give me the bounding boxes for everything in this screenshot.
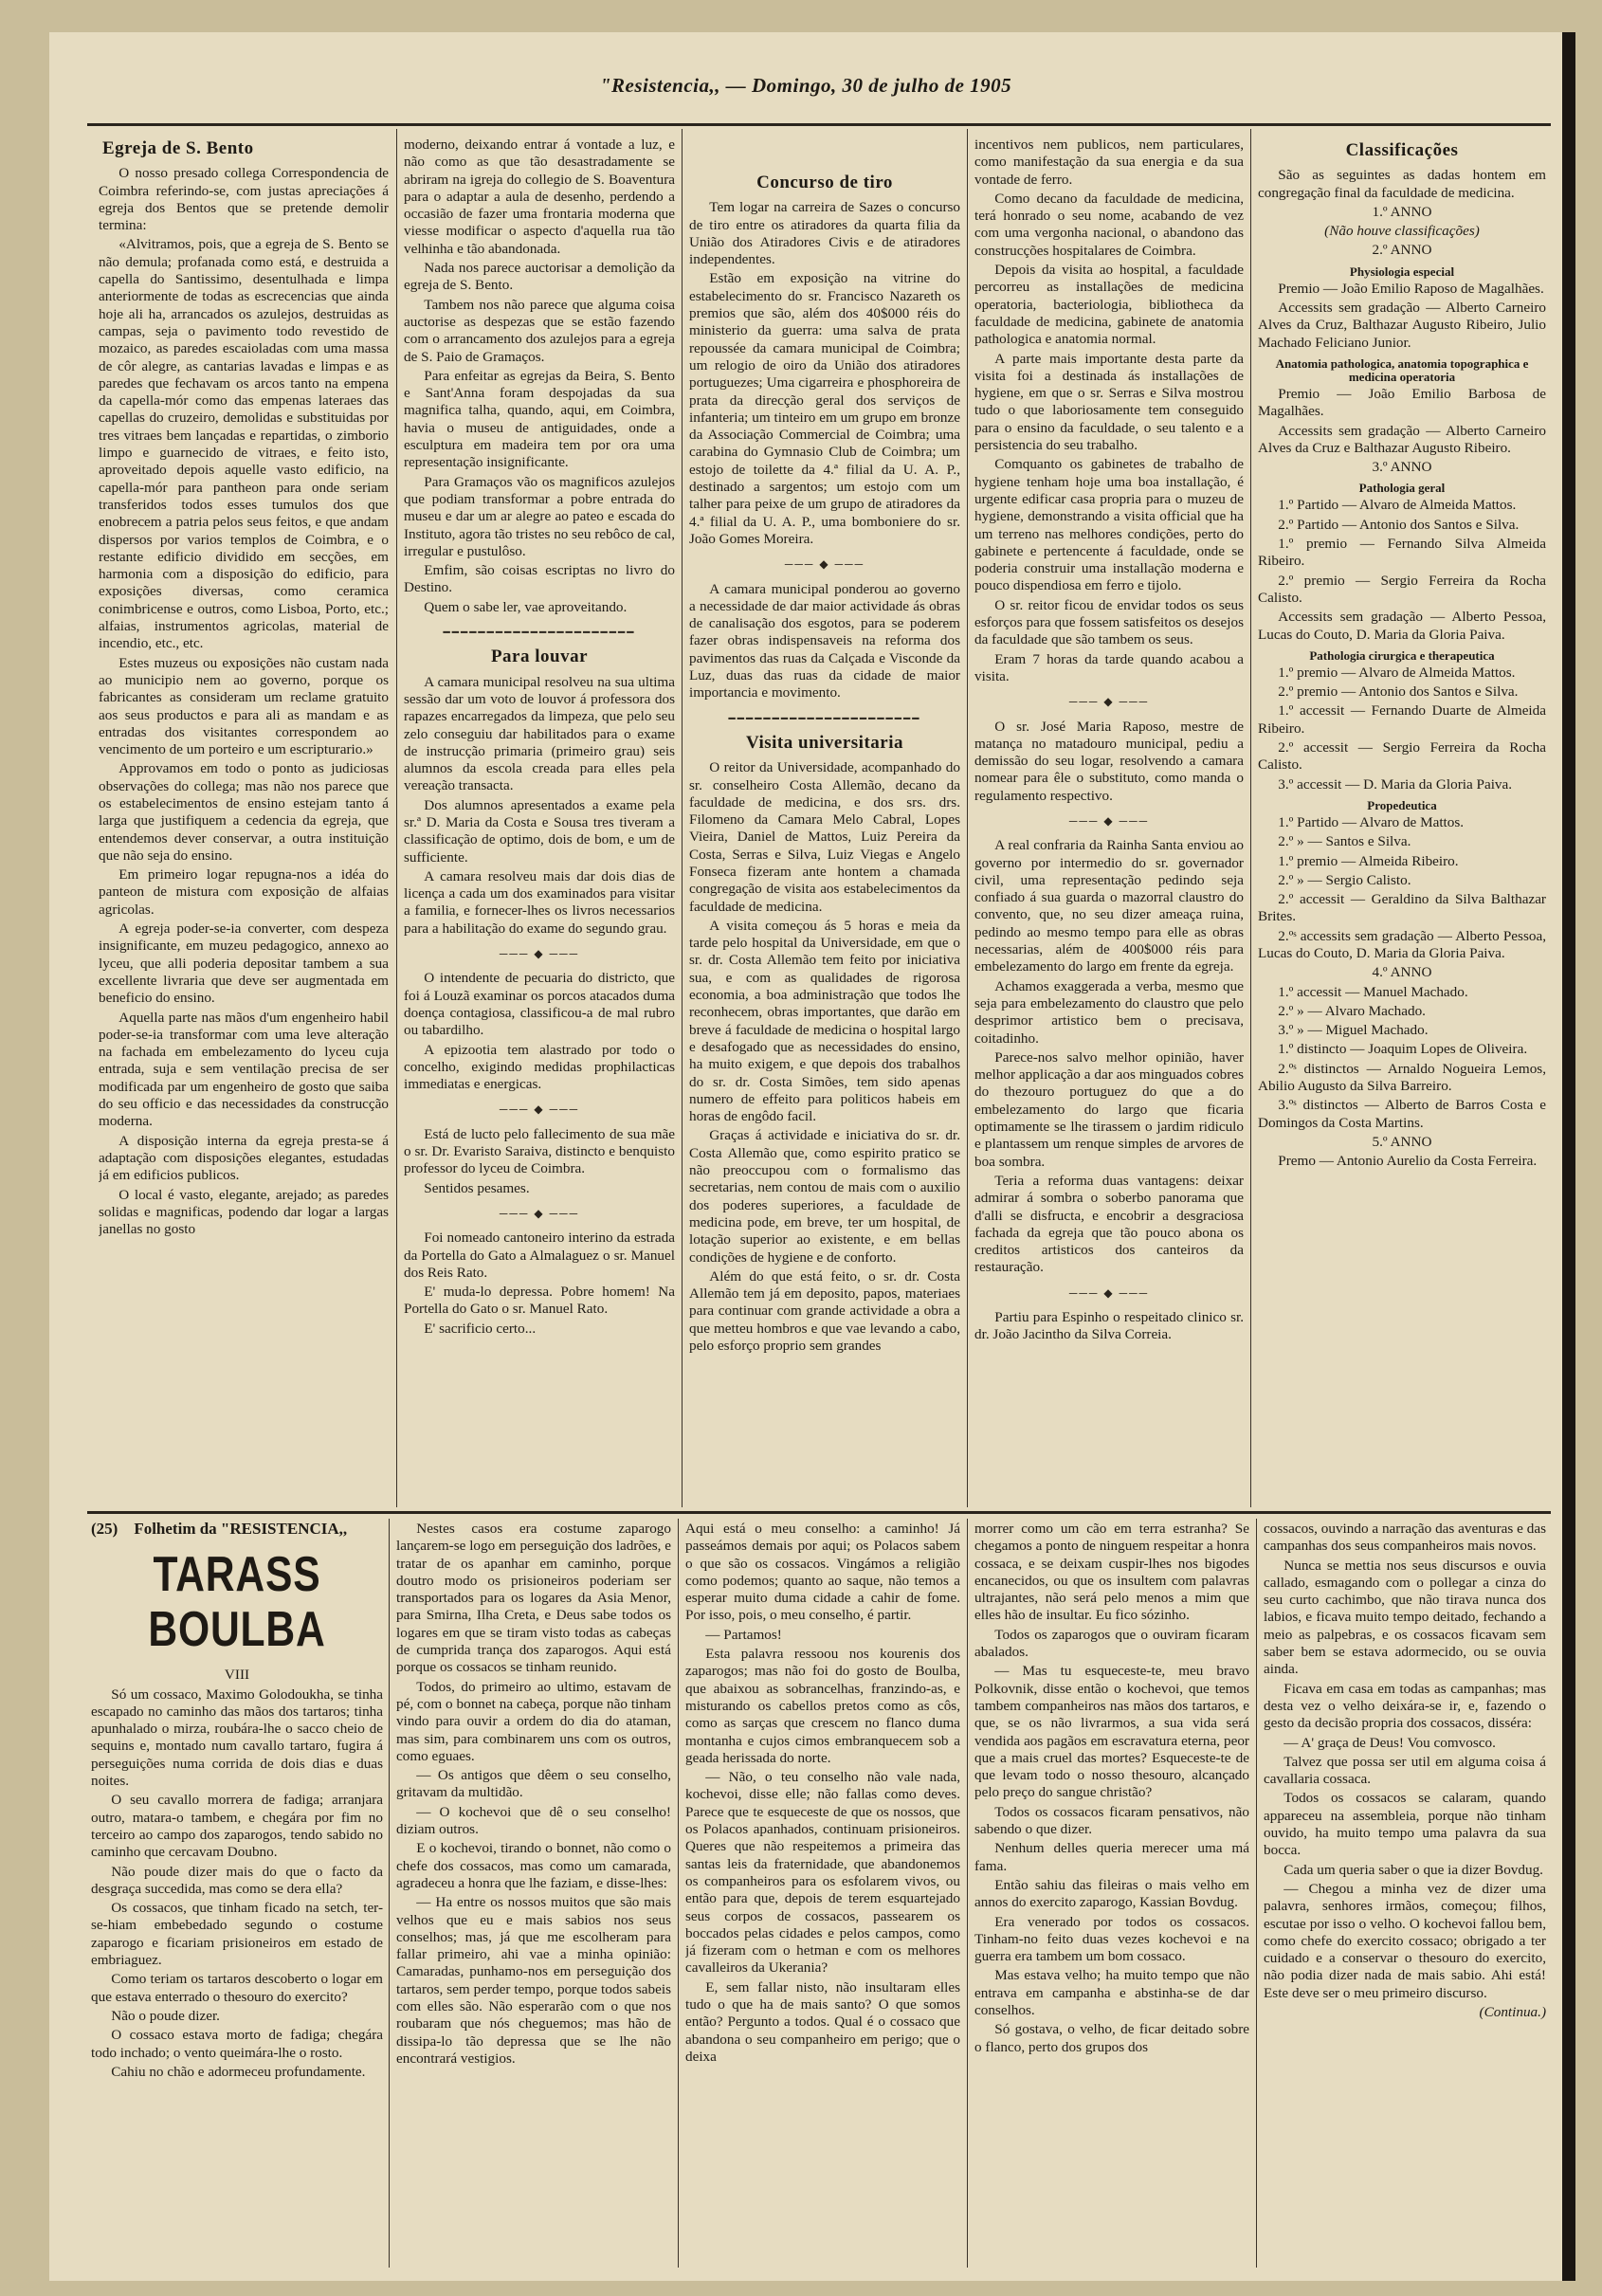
paragraph: Todos os cossacos se calaram, quando appareceu na assembleia, porque não tinham ouvido, ha muito tempo uma palavra da sua bocca. <box>1264 1790 1546 1859</box>
paragraph: Como decano da faculdade de medicina, terá honrado o seu nome, acabando de vez com uma vergonha nacional, o abandono das construcções hospitalares de Coimbra. <box>974 190 1244 259</box>
paragraph: Todos os cossacos ficaram pensativos, não sabendo o que dizer. <box>974 1803 1249 1838</box>
column-divider <box>1250 129 1251 1507</box>
paragraph: Além do que está feito, o sr. dr. Costa Allemão tem já em deposito, papos, materiaes para continuar com grande actividade a obra a que metteu hombros e que vae levando a cabo, pelo esforço proprio sem grandes <box>689 1267 960 1354</box>
paragraph: Cada um queria saber o que ia dizer Bovdug. <box>1283 1861 1543 1878</box>
paragraph: Esta palavra ressoou nos kourenis dos zaparogos; mas não foi do gosto de Boulba, que abaixou as sobrancelhas, franzindo-as, e misturando os cabellos pretos como as côs, como as sarças que crescem no flanco duma montanha e cujos cimos embranquecem sob a geada herissada do norte. <box>685 1646 960 1766</box>
divider-ornament: ─── ◆ ─── <box>499 947 580 961</box>
result-line: 1.º premio — Almeida Ribeiro. <box>1278 852 1459 869</box>
result-line: 2.º premio — Antonio dos Santos e Silva. <box>1278 683 1519 701</box>
paragraph: Era venerado por todos os cossacos. Tinham-no feito duas vezes kochevoi e na guerra era tambem um bom cossaco. <box>974 1913 1249 1965</box>
paragraph: Cahiu no chão e adormeceu profundamente. <box>111 2063 366 2080</box>
divider-ornament: ─── ◆ ─── <box>784 557 865 572</box>
paragraph: E, sem fallar nisto, não insultaram elles tudo o que ha de mais santo? O que somos então? Pergunto a todos. Qual é o cossaco que abandona o seu companheiro em perigo; que o deixa <box>685 1978 960 2065</box>
year-heading: 4.º ANNO <box>1372 964 1432 981</box>
newspaper-page <box>49 32 1575 2281</box>
result-line: 2.ºˢ accessits sem gradação — Alberto Pessoa, Lucas do Couto, D. Maria da Gloria Paiva. <box>1258 927 1546 961</box>
folhetim-rule <box>87 1511 1551 1514</box>
paragraph: Parece-nos salvo melhor opinião, haver melhor applicação a dar aos minguados cobres do thezouro portuguez do que a do embelezamento do largo que ficaria optimamente se lhe tirassem o jardim ridiculo e plantassem um renque simples de arvores de boa sombra. <box>974 1048 1244 1170</box>
column-divider <box>967 129 968 1507</box>
paragraph: — O kochevoi que dê o seu conselho! diziam outros. <box>396 1803 671 1838</box>
paragraph: Foi nomeado cantoneiro interino da estrada da Portella do Gato a Almalaguez o sr. Manuel dos Reis Rato. <box>404 1230 675 1281</box>
paragraph: A disposição interna da egreja presta-se á adaptação com disposições elegantes, estudadas já em edificios publicos. <box>99 1132 389 1184</box>
result-line: 2.ºˢ distinctos — Arnaldo Nogueira Lemos, Abilio Augusto da Silva Barreiro. <box>1258 1060 1546 1095</box>
paragraph: Partiu para Espinho o respeitado clinico sr. dr. João Jacintho da Silva Correia. <box>974 1309 1244 1343</box>
result-line: 2.º accessit — Geraldino da Silva Balthazar Brites. <box>1258 891 1546 925</box>
column-5 <box>1258 137 1546 1502</box>
paragraph: Aquella parte nas mãos d'um engenheiro habil poder-se-ia transformar com uma leve alteração na fachada em embelezamento do lyceu cuja entrada, suja e sem ventilação precisa de ser modificada par um engenheiro de gosto que saiba do seu officio e das necessidades da construcção moderna. <box>99 1009 389 1130</box>
result-line: 3.º » — Miguel Machado. <box>1278 1022 1429 1039</box>
result-line: Accessits sem gradação — Alberto Carneiro Alves da Cruz e Balthazar Augusto Ribeiro. <box>1258 422 1546 456</box>
column-divider <box>682 129 683 1507</box>
paragraph: Emfim, são coisas escriptas no livro do Destino. <box>404 562 675 596</box>
paragraph: Sentidos pesames. <box>424 1179 530 1196</box>
paragraph: E' muda-lo depressa. Pobre homem! Na Portella do Gato o sr. Manuel Rato. <box>404 1284 675 1318</box>
paragraph: Então sahiu das fileiras o mais velho em annos do exercito zaparogo, Kassian Bovdug. <box>974 1876 1249 1911</box>
subject-heading: Propedeutica <box>1367 797 1437 812</box>
paragraph: Nestes casos era costume zaparogo lançarem-se logo em perseguição dos ladrões, e tratar de os apanhar em caminho, porque doutro modo os prisioneiros poderiam ser transportados para os logares da Asia Menor, para Smirna, Ilha Creta, e Deus sabe todos os logares em que se tiram visto todas as cabeças de cumprida trança dos zaparogos. Aqui está porque os cossacos se tinham reunido. <box>396 1521 671 1676</box>
paragraph: Os cossacos, que tinham ficado na setch, ter-se-hiam embebedado segundo o costume zaparogo e ficariam prisioneiros em estado de embriaguez. <box>91 1900 383 1969</box>
paragraph: Todos, do primeiro ao ultimo, estavam de pé, com o bonnet na cabeça, porque não tinham vindo para ouvir a ordem do dia do ataman, mas sim, para combinarem uns com os outros, como eguaes. <box>396 1678 671 1764</box>
result-line: 2.º accessit — Sergio Ferreira da Rocha Calisto. <box>1258 739 1546 774</box>
result-line: Premio — João Emilio Raposo de Magalhães. <box>1278 280 1544 297</box>
result-line: 1.º accessit — Fernando Duarte de Almeida Ribeiro. <box>1258 702 1546 737</box>
folhetim-column-5 <box>1264 1521 1546 2269</box>
chapter-number: VIII <box>224 1667 250 1684</box>
paragraph: «Alvitramos, pois, que a egreja de S. Bento se não demula; profanada como está, e destruida a capella do Santissimo, desentulhada e limpa anteriormente de todas as escrecencias que ainda hoje ali ha, arrancados os azulejos, destruidas as campas, seja o pavimento todo revestido de mozaico, as paredes escaioladas com uma massa de côr alegre, as cantarias lavadas e limpas e as paredes que fechavam os arcos tanto na empena da capella-mór como das empenas lateraes das capellas do cruzeiro, demolidas e substituidas por tres vitraes bem lançadas e repartidas, o zimborio limpo e guarnecido de vitraes, e feito isto, aproveitado depois aquelle vasto edificio, na capella-mór para pantheon para onde seriam transferidos todos esses tumulos dos que enobrecem a patria pelos seus feitos, e que andam dispersos por varios templos de Coimbra, e o restante edificio dividido em secções, em harmonia com a disposição do edificio, para exposições diversas, como ceramica conimbricense e outros, como Lisboa, Porto, etc.; alfaias, instrumentos agricolas, material de incendio, etc., etc. <box>99 236 389 652</box>
folhetim-column-1 <box>91 1521 383 2269</box>
result-line: 1.º Partido — Alvaro de Almeida Mattos. <box>1278 497 1517 514</box>
paragraph: Como teriam os tartaros descoberto o logar em que estava enterrado o thesouro do exercito? <box>91 1971 383 2005</box>
paragraph: O seu cavallo morrera de fadiga; arranjara outro, matara-o tambem, e chegára por fim no terceiro ao campo dos zaparogos, tendo sabido no caminho que cercavam Doubno. <box>91 1792 383 1861</box>
result-line: 1.º Partido — Alvaro de Mattos. <box>1278 813 1465 830</box>
divider-ornament: ─── ◆ ─── <box>1068 1285 1150 1300</box>
paragraph: Aqui está o meu conselho: a caminho! Já passeámos demais por aqui; os Polacos sabem o que são os cossacos. Vingámos a religião como podemos; quanto ao saque, não temos a esperar muito duma cidade a cahir de fome. Por isso, pois, o meu conselho, é partir. <box>685 1521 960 1624</box>
paragraph: Está de lucto pelo fallecimento de sua mãe o sr. Dr. Evaristo Saraiva, distincto e benquisto professor do lyceu de Coimbra. <box>404 1125 675 1177</box>
subject-heading: Pathologia geral <box>1358 481 1446 496</box>
result-line: Accessits sem gradação — Alberto Carneiro Alves da Cruz, Balthazar Augusto Ribeiro, Julio Machado Feliciano Junior. <box>1258 300 1546 351</box>
paragraph: incentivos nem publicos, nem particulares, como manifestação da sua energia e da sua vontade de ferro. <box>974 137 1244 188</box>
column-1 <box>99 137 389 1502</box>
folhetim-header <box>91 1521 383 1538</box>
paragraph: Achamos exaggerada a verba, mesmo que seja para embelezamento do claustro que pelo desprimor artistico bem o precisava, coitadinho. <box>974 977 1244 1047</box>
paragraph: A epizootia tem alastrado por todo o concelho, exigindo medidas prophilacticas immediatas e energicas. <box>404 1041 675 1093</box>
folhetim-column-2 <box>396 1521 671 2269</box>
year-heading: 2.º ANNO <box>1372 242 1432 259</box>
paragraph: — Ha entre os nossos muitos que são mais velhos que eu e mais sabios nos seus conselhos; mas, já que me escolheram para fallar primeiro, ahi vae a minha opinião: Camaradas, punhamo-nos em perseguição dos tartaros, sem perder tempo, porque todos sabeis com elles são. Não esperarão com o que nos roubaram que nós cheguemos; mas hão de dissipa-lo tão depressa que se lhe não encontrará vestigios. <box>396 1894 671 2067</box>
result-line: 2.º Partido — Antonio dos Santos e Silva. <box>1278 516 1520 533</box>
paragraph: Mas estava velho; ha muito tempo que não entrava em campanha e abstinha-se de dar conselhos. <box>974 1967 1249 2019</box>
divider-ornament: ─── ◆ ─── <box>499 1102 580 1117</box>
year-heading: 3.º ANNO <box>1372 459 1432 476</box>
article-title: Visita universitaria <box>745 732 904 753</box>
paragraph: E o kochevoi, tirando o bonnet, não como o chefe dos cossacos, mas como um camarada, agradeceu a honra que lhe faziam, e disse-lhes: <box>396 1840 671 1891</box>
article-title: Classificações <box>1345 140 1459 160</box>
paragraph: — Não, o teu conselho não vale nada, kochevoi, disse elle; não fallas como deves. Parece que te esqueceste de que os nossos, que os Polacos apanhados, continuam prisioneiros. Queres que não respeitemos a primeira das santas leis da fraternidade, que abandonemos os companheiros para os esfolarem vivos, ou então para que, depois de terem esquartejado seus corpos de cossacos, passearem os boccados pelas cidades e pelos campos, como já fizeram com o hetman e com os melhores cavalleiros da Ukerania? <box>685 1769 960 1977</box>
paragraph: — A' graça de Deus! Vou comvosco. <box>1283 1734 1496 1751</box>
paragraph: Tambem nos não parece que alguma coisa auctorise as despezas que se estão fazendo com o arrancamento dos azulejos para a egreja de S. Paio de Gramaços. <box>404 296 675 365</box>
paragraph: morrer como um cão em terra estranha? Se chegamos a ponto de ninguem respeitar a honra cossaca, e se deixam cuspir-lhes nos bigodes encanecidos, ou que os insultem com palavras ultrajantes, não será pelo menos a mim que elles hão de insultar. Eu fico sózinho. <box>974 1521 1249 1624</box>
paragraph: Depois da visita ao hospital, a faculdade percorreu as installações de medicina operatoria, bacteriologia, bibliotheca da faculdade de medicina, gabinete de anatomia pathologica e anatomia normal. <box>974 262 1244 348</box>
paragraph: O sr. José Maria Raposo, mestre de matança no matadouro municipal, pediu a demissão do seu logar, resolvendo a camara nomear para êle o substituto, como manda o regulamento respectivo. <box>974 718 1244 804</box>
folhetim-number: (25) <box>91 1521 118 1538</box>
article-title: Egreja de S. Bento <box>102 138 254 158</box>
paragraph: Teria a reforma duas vantagens: deixar admirar á sombra o soberbo panorama que d'alli se disfructa, e encobrir a desgraciosa fachada da egreja que tão pouco abona os creditos artisticos dos canteiros da restauração. <box>974 1172 1244 1276</box>
column-4 <box>974 137 1244 1502</box>
paragraph: A visita começou ás 5 horas e meia da tarde pelo hospital da Universidade, em que o sr. dr. Costa Allemão tem feito por iniciativa sua, e com as qualidades de rigorosa economia, a boa administração que todos lhe reconhecem, obras importantes, que darão em breve á faculdade de medicina o hospital largo e desafogado que as necessidades do ensino, ha muito exigem, e que depois dos trabalhos do sr. dr. Costa Simões, tem sido apenas numero de effeito para politicos habeis em horas de engôdo facil. <box>689 917 960 1125</box>
result-line: 2.º » — Alvaro Machado. <box>1278 1002 1426 1019</box>
paragraph: Em primeiro logar repugna-nos a idéa do panteon de mistura com exposição de alfaias agricolas. <box>99 866 389 918</box>
column-divider <box>967 1519 968 2268</box>
divider-ornament: ─── ◆ ─── <box>1068 695 1150 709</box>
column-divider <box>1256 1519 1257 2268</box>
result-line: 1.º premio — Fernando Silva Almeida Ribeiro. <box>1258 536 1546 570</box>
result-line: 2.º » — Sergio Calisto. <box>1278 871 1411 888</box>
subject-heading: Physiologia especial <box>1349 264 1455 279</box>
paragraph: São as seguintes as dadas hontem em congregação final da faculdade de medicina. <box>1258 167 1546 201</box>
article-title: Concurso de tiro <box>756 173 893 192</box>
paragraph: Approvamos em todo o ponto as judiciosas observações do collega; mas não nos parece que os estabelecimentos de ensino estejam tanto á larga que justifiquem a cedencia da egreja, que entendemos dever conservar, a outra instituição que não seja do ensino. <box>99 760 389 864</box>
paragraph: Ficava em casa em todas as campanhas; mas desta vez o velho deixára-se ir, e, fazendo o gesto da decisão propria dos cossacos, disséra: <box>1264 1680 1546 1732</box>
paragraph: Nunca se mettia nos seus discursos e ouvia callado, esmagando com o pollegar a cinza do seu curto cachimbo, que não tirava nunca dos labios, e ficava muito tempo deitado, fechando a meio as palpebras, e os cossacos ficavam sem saber bem se estava adormecido, ou se ouvia ainda. <box>1264 1557 1546 1678</box>
folhetim-column-3 <box>685 1521 960 2269</box>
paragraph: cossacos, ouvindo a narração das aventuras e das campanhas dos seus companheiros mais novos. <box>1264 1521 1546 1555</box>
paragraph: O sr. reitor ficou de envidar todos os seus esforços para que fossem satisfeitos os desejos da faculdade que são tambem os seus. <box>974 596 1244 648</box>
column-divider <box>389 1519 390 2268</box>
paragraph: — Chegou a minha vez de dizer uma palavra, senhores irmãos, começou; filhos, escutae por isso o velho. O kochevoi fallou bem, como chefe do exercito cossaco; obrigado a ter cuidado e a conservar o thesouro do exercito, não podia dizer nada de mais sabio. Ahi está! Este deve ser o meu primeiro discurso. <box>1264 1880 1546 2001</box>
paragraph: Para enfeitar as egrejas da Beira, S. Bento e Sant'Anna foram despojadas da sua magnifica talha, quando, aqui, em Coimbra, havia o museu de antiguidades, onde a esculptura em madeira tem por ora uma representação insignificante. <box>404 367 675 471</box>
paragraph: Eram 7 horas da tarde quando acabou a visita. <box>974 650 1244 684</box>
paragraph: O nosso presado collega Correspondencia de Coimbra referindo-se, com justas apreciações á egreja dos Bentos que se pretende demolir termina: <box>99 165 389 234</box>
paragraph: Estes muzeus ou exposições não custam nada ao municipio nem ao governo, porque os fabricantes as consideram um reclame gratuito aos seus productos e para ali as mandam e as entradas dos visitantes correspondem ao vencimento de um porteiro e um escripturario.» <box>99 654 389 758</box>
result-line: 3.º accessit — D. Maria da Gloria Paiva. <box>1278 775 1513 793</box>
result-line: Premio — João Emilio Barbosa de Magalhães. <box>1258 385 1546 420</box>
paragraph: A camara municipal ponderou ao governo a necessidade de dar maior actividade ás obras de canalisação dos esgotos, para se poderem fazer obras indispensaveis na reforma dos pavimentos das ruas da Calçada e Visconde da Luz, duas das ruas da cidade de maior importancia e movimento. <box>689 580 960 702</box>
paragraph: Graças á actividade e iniciativa do sr. dr. Costa Allemão que, como espirito pratico se não preoccupou com o formalismo das secretarias, nem contou de mais com o auxilio dos poderes superiores, a faculdade de medicina pode, em breve, ter um hospital, de lotação superior ao existente, e em bellas condições de hygiene e de conforto. <box>689 1127 960 1266</box>
paragraph: Nada nos parece auctorisar a demolição da egreja de S. Bento. <box>404 260 675 294</box>
result-line: 1.º premio — Alvaro de Almeida Mattos. <box>1278 664 1516 681</box>
paragraph: — Mas tu esqueceste-te, meu bravo Polkovnik, disse então o kochevoi, que temos tambem companheiros nas mãos dos tartaros, e que, se os não livrarmos, a sua vida será vendida aos pagãos em escravatura eterna, peor que a mais cruel das mortes? Esqueceste-te de que levam todo o nosso thesouro, alcançado pelo preço do sangue christão? <box>974 1663 1249 1801</box>
result-line: Premo — Antonio Aurelio da Costa Ferreira. <box>1278 1153 1538 1170</box>
paragraph: Tem logar na carreira de Sazes o concurso de tiro entre os atiradores da quarta filia da União dos Atiradores Civis e de atiradores independentes. <box>689 199 960 268</box>
result-line: 1.º accessit — Manuel Machado. <box>1278 983 1468 1000</box>
paragraph: O intendente de pecuaria do districto, que foi á Louzã examinar os porcos atacados duma doença contagiosa, classificou-a de mal rubro ou tabardilho. <box>404 970 675 1039</box>
masthead: "Resistencia,, — Domingo, 30 de julho de 1905 <box>599 74 1012 97</box>
paragraph: A camara municipal resolveu na sua ultima sessão dar um voto de louvor á professora dos rapazes encarregados da limpeza, que pelo seu zelo conseguiu dar habilitados para o exame de instrucção primaria (primeiro grau) seis alumnos da escola creada para elles pela vereação transacta. <box>404 673 675 794</box>
column-divider <box>678 1519 679 2268</box>
paragraph: Só um cossaco, Maximo Golodoukha, se tinha escapado no caminho das mãos dos tartaros; tinha apunhalado o mirza, roubára-lhe o sacco cheio de sequins e, montado num cavallo tartaro, fugira á perseguições numa corrida de dois dias e duas noites. <box>91 1686 383 1790</box>
result-line: Accessits sem gradação — Alberto Pessoa, Lucas do Couto, D. Maria da Gloria Paiva. <box>1258 609 1546 643</box>
paragraph: — Os antigos que dêem o seu conselho, gritavam da multidão. <box>396 1767 671 1801</box>
paragraph: Para Gramaços vão os magnificos azulejos que podiam transformar a pobre entrada do museu e dar um ar alegre ao pateo e escada do Instituto, agora tão tristes no seu rebôco de cal, irregular e pustulôso. <box>404 473 675 559</box>
article-title: Para louvar <box>490 647 589 667</box>
result-line: 2.º premio — Sergio Ferreira da Rocha Calisto. <box>1258 572 1546 606</box>
paragraph: Talvez que possa ser util em alguma coisa á cavallaria cossaca. <box>1264 1753 1546 1788</box>
paragraph: Não o poude dizer. <box>111 2007 220 2024</box>
paragraph: Estão em exposição na vitrine do estabelecimento do sr. Francisco Nazareth os premios que são, além dos 40$000 réis do ministerio da guerra: uma salva de prata repoussée da camara municipal de Coimbra; um relogio de oiro da União dos atiradores portuguezes; Uma cigarreira e phosphoreira de prata da direcção geral dos serviços de infanteria; um tinteiro em um grupo em bronze da Associação Commercial de Coimbra; uma carabina do Gymnasio Club de Coimbra; um estojo de toilette da 4.ª filial da U. A. P., destinado a sargentos; um estojo com um talher para peixe de um grupo de atiradores da 4.ª filial da U. A. P., uma bomboniere do sr. João Gomes Moreira. <box>689 270 960 547</box>
folhetim-label: Folhetim da "RESISTENCIA,, <box>134 1521 348 1538</box>
folhetim-column-4 <box>974 1521 1249 2269</box>
paragraph: — Partamos! <box>705 1626 782 1643</box>
paragraph: Quem o sabe ler, vae aproveitando. <box>424 598 628 615</box>
paragraph: A parte mais importante desta parte da visita foi a destinada ás installações de hygiene, em que o sr. Serras e Silva mostrou tudo o que laboriosamente tem conseguido para o ensino da faculdade, o seu talento e a persistencia do seu trabalho. <box>974 350 1244 454</box>
result-line: 1.º distincto — Joaquim Lopes de Oliveira. <box>1278 1041 1528 1058</box>
divider-ornament: ━━━━━━━━━━━━━━━━━━━━━━ <box>728 711 921 725</box>
paragraph: A real confraria da Rainha Santa enviou ao governo por intermedio do sr. governador civil, uma representação pedindo seja confiado á sua guarda o mazorral claustro do convento, que, no seu dizer ameaça ruina, pedindo ao mesmo tempo para elle as obras necessarias, além de 400$000 réis para embelezamento do largo em frente da egreja. <box>974 837 1244 975</box>
divider-ornament: ─── ◆ ─── <box>499 1206 580 1220</box>
result-line: 2.º » — Santos e Silva. <box>1278 833 1411 850</box>
paragraph: O local é vasto, elegante, arejado; as paredes solidas e magnificas, podendo dar logar a largas janellas no gosto <box>99 1186 389 1238</box>
paragraph: moderno, deixando entrar á vontade a luz, e não como as que tão desastradamente se abriram na igreja do collegio de S. Boaventura para o adaptar a aula de desenho, perdendo a occasião de fazer uma frontaria moderna que viesse modificar o aspecto d'aquella rua tão velhinha e tão abandonada. <box>404 137 675 257</box>
subject-heading: Anatomia pathologica, anatomia topographica e medicina operatoria <box>1275 355 1529 384</box>
paragraph: Só gostava, o velho, de ficar deitado sobre o flanco, perto dos grupos dos <box>974 2021 1249 2055</box>
folhetim-title: TARASS BOULBA <box>148 1547 326 1658</box>
page-edge <box>1562 32 1575 2281</box>
column-2 <box>404 137 675 1502</box>
year-heading: 1.º ANNO <box>1372 203 1432 220</box>
paragraph: Não poude dizer mais do que o facto da desgraça succedida, mas como se dera ella? <box>91 1863 383 1897</box>
paragraph: E' sacrificio certo... <box>424 1320 537 1337</box>
paragraph: O cossaco estava morto de fadiga; chegára todo inchado; o vento queimára-lhe o rosto. <box>91 2027 383 2061</box>
year-heading: 5.º ANNO <box>1372 1133 1432 1150</box>
paragraph: Nenhum delles queria merecer uma má fama. <box>974 1840 1249 1874</box>
top-rule <box>87 123 1551 126</box>
divider-ornament: ─── ◆ ─── <box>1068 813 1150 828</box>
paragraph: Comquanto os gabinetes de trabalho de hygiene tenham hoje uma boa installação, é urgente edificar casa propria para o muzeu de hygiene, demonstrando a visita official que ha um terreno nas melhores condições, perto do gabinete e pertencente á faculdade, onde se poderia construir uma installação moderna e pouco dispendiosa em ferro e tijolo. <box>974 456 1244 594</box>
paragraph: Dos alumnos apresentados a exame pela sr.ª D. Maria da Costa e Sousa tres tiveram a classificação de optimo, dois de bom, e um de sufficiente. <box>404 796 675 866</box>
column-3 <box>689 137 960 1502</box>
column-divider <box>396 129 397 1507</box>
continua-signature: (Continua.) <box>1479 2004 1546 2021</box>
paragraph: A camara resolveu mais dar dois dias de licença a cada um dos examinados para visitar a familia, e fornecer-lhes os livros necessarios para a habilitação do exame do segundo grau. <box>404 867 675 937</box>
result-line: 3.ºˢ distinctos — Alberto de Barros Costa e Domingos da Costa Martins. <box>1258 1097 1546 1131</box>
paragraph: O reitor da Universidade, acompanhado do sr. conselheiro Costa Allemão, decano da faculdade de medicina, e dos srs. drs. Filomeno da Camara Melo Cabral, Lopes Vieira, Daniel de Mattos, Luiz Pereira da Costa, Serras e Silva, Luiz Viegas e Angelo Fonseca fizeram ante hontem a chamada congregação de visita aos estabelecimentos da faculdade de medicina. <box>689 759 960 915</box>
note: (Não houve classificações) <box>1324 223 1480 240</box>
paragraph: A egreja poder-se-ia converter, com despeza insignificante, em muzeu pedagogico, annexo ao lyceu, que alli poderia depositar tambem a sua excellente livraria que deve ser augmentada em beneficio do ensino. <box>99 920 389 1007</box>
divider-ornament: ━━━━━━━━━━━━━━━━━━━━━━ <box>443 626 636 640</box>
paragraph: Todos os zaparogos que o ouviram ficaram abalados. <box>974 1626 1249 1661</box>
subject-heading: Pathologia cirurgica e therapeutica <box>1309 647 1495 663</box>
